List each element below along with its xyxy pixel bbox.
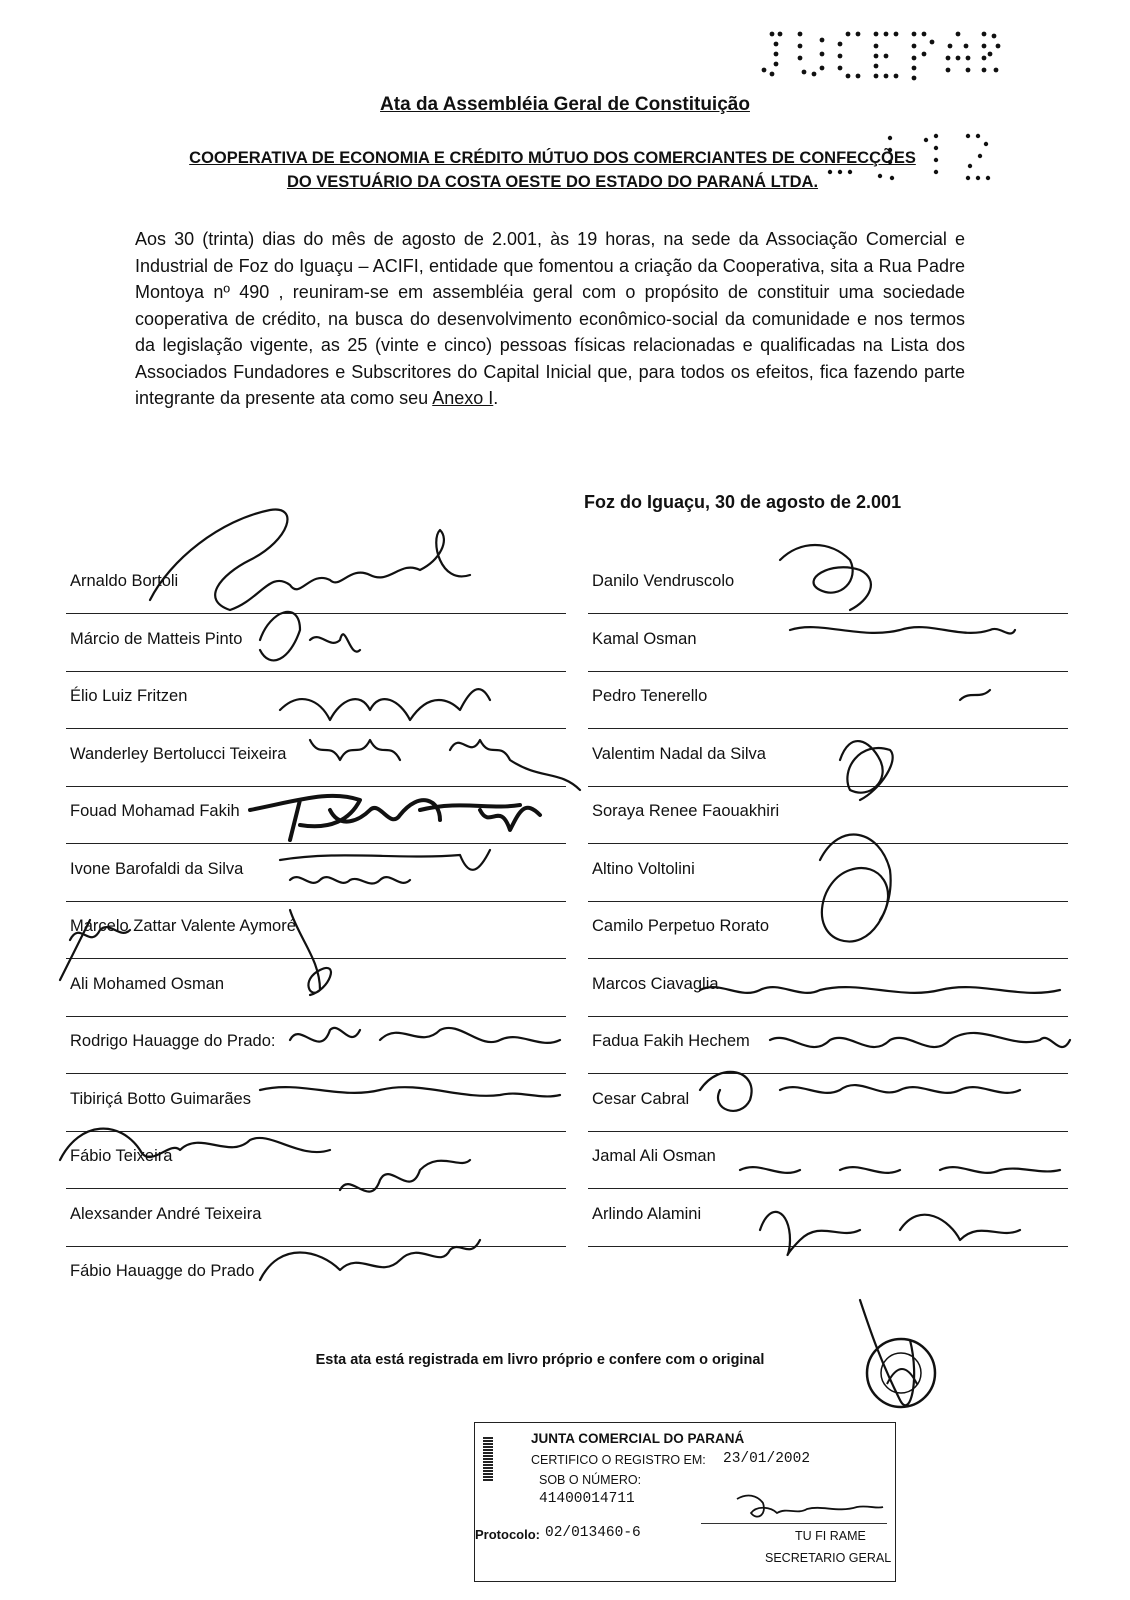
signature-row <box>66 1020 566 1078</box>
signatory-name: Danilo Vendruscolo <box>592 572 735 590</box>
protocol-label: Protocolo: <box>475 1527 540 1542</box>
annex-reference: Anexo I <box>432 388 494 408</box>
signature-line <box>588 728 1068 729</box>
signature-line <box>66 1073 566 1074</box>
registration-number: 41400014711 <box>539 1491 635 1507</box>
signatures-right-column <box>588 560 1068 1250</box>
intro-text: Aos 30 (trinta) dias do mês de agosto de 2.001, às 19 horas, na sede da Associação Comercial e Industrial de Foz do Iguaçu – ACIFI, entidade que fomentou a criação da Cooperativa, sita a Rua Padre Montoya nº 490 , reuniram-se em assembléia geral com o propósito de constituir uma sociedade cooperativa de crédito, na busca do desenvolvimento econômico-social da comunidade e nos termos da legislação vigente, as 25 (vinte e cinco) pessoas físicas relacionadas e qualificadas na Lista dos Associados Fundadores e Subscritores do Capital Inicial que, para todos os efeitos, fica fazendo parte integrante da presente ata como seu <box>135 229 965 408</box>
barcode-strip <box>483 1437 493 1481</box>
signature-row <box>588 675 1068 733</box>
protocol-number: 02/013460-6 <box>545 1525 641 1541</box>
intro-paragraph <box>135 226 965 412</box>
cooperative-name-line1: COOPERATIVA DE ECONOMIA E CRÉDITO MÚTUO DOS COMERCIANTES DE CONFECÇÕES <box>189 149 916 167</box>
signatory-name: Fouad Mohamad Fakih <box>70 802 240 820</box>
signature-line <box>588 671 1068 672</box>
signature-row <box>588 1078 1068 1136</box>
signature-line <box>588 613 1068 614</box>
signature-line <box>66 671 566 672</box>
signatory-name: Marcos Ciavaglia <box>592 974 719 993</box>
signature-line <box>66 958 566 959</box>
signatory-name: Soraya Renee Faouakhiri <box>592 802 780 820</box>
signatory-name: Fábio Teixeira <box>70 1147 173 1165</box>
signature-line <box>588 1246 1068 1247</box>
footer-note: Esta ata está registrada em livro próprio e confere com o original <box>315 1352 765 1368</box>
signature-row <box>66 1193 566 1251</box>
signature-row <box>588 618 1068 676</box>
signatory-name: Jamal Ali Osman <box>592 1147 716 1165</box>
signature-row <box>66 618 566 676</box>
signature-row <box>66 1078 566 1136</box>
signatory-name: Márcio de Matteis Pinto <box>70 629 243 648</box>
intro-end: . <box>493 388 499 408</box>
signature-line <box>66 901 566 902</box>
signature-row <box>66 1135 566 1193</box>
registration-stamp <box>474 1422 896 1582</box>
registrar-signature <box>727 1485 887 1527</box>
signature-row <box>66 733 566 791</box>
signature-line <box>66 786 566 787</box>
signature-row <box>588 733 1068 791</box>
signature-row <box>588 790 1068 848</box>
signatory-name: Fábio Hauagge do Prado <box>70 1262 255 1280</box>
signatory-name: Alexsander André Teixeira <box>70 1204 262 1223</box>
signatory-name: Cesar Cabral <box>592 1089 690 1108</box>
perforated-stamp-jucepar <box>752 28 1002 84</box>
signatory-name: Arlindo Alamini <box>592 1204 702 1223</box>
document-title: Ata da Assembléia Geral de Constituição <box>380 94 750 115</box>
signature-line <box>588 1016 1068 1017</box>
signatory-name: Élio Luiz Fritzen <box>70 687 188 705</box>
signature-line <box>588 958 1068 959</box>
signature-row <box>588 905 1068 963</box>
signature-line <box>588 843 1068 844</box>
signatory-name: Rodrigo Hauagge do Prado: <box>70 1032 276 1050</box>
signatory-name: Wanderley Bertolucci Teixeira <box>70 744 287 763</box>
signature-line <box>66 843 566 844</box>
signature-row <box>588 848 1068 906</box>
number-label: SOB O NÚMERO: <box>539 1473 642 1487</box>
signature-line <box>66 1188 566 1189</box>
signature-line <box>66 728 566 729</box>
signature-line <box>588 1131 1068 1132</box>
signature-row <box>66 790 566 848</box>
signature-row <box>66 905 566 963</box>
signature-row <box>588 1193 1068 1251</box>
registration-authority: JUNTA COMERCIAL DO PARANÁ <box>531 1431 745 1446</box>
signatory-name: Fadua Fakih Hechem <box>592 1032 750 1050</box>
certified-label: CERTIFICO O REGISTRO EM: <box>531 1453 706 1467</box>
signature-row <box>66 848 566 906</box>
cooperative-name-line2: DO VESTUÁRIO DA COSTA OESTE DO ESTADO DO PARANÁ LTDA. <box>286 173 819 191</box>
signatory-name: Camilo Perpetuo Rorato <box>592 917 770 935</box>
signature-row <box>66 963 566 1021</box>
round-stamp <box>862 1334 940 1412</box>
signature-line <box>66 1131 566 1132</box>
signature-line <box>588 786 1068 787</box>
signature-row <box>588 1020 1068 1078</box>
cooperative-name <box>0 146 1105 194</box>
signature-line <box>588 1188 1068 1189</box>
signature-row <box>588 963 1068 1021</box>
signatory-name: Pedro Tenerello <box>592 687 708 705</box>
place-date: Foz do Iguaçu, 30 de agosto de 2.001 <box>584 492 902 512</box>
signatory-name: Tibiriçá Botto Guimarães <box>70 1089 251 1108</box>
signatures-left-column <box>66 560 566 1308</box>
signer-title: SECRETARIO GERAL <box>765 1551 892 1565</box>
certified-date: 23/01/2002 <box>723 1451 811 1467</box>
signature-row <box>66 675 566 733</box>
signatory-name: Marcelo Zattar Valente Aymoré <box>70 917 296 935</box>
signature-row <box>588 1135 1068 1193</box>
signatory-name: Valentim Nadal da Silva <box>592 744 766 763</box>
signatory-name: Ivone Barofaldi da Silva <box>70 859 244 878</box>
signature-line <box>588 1073 1068 1074</box>
signature-line <box>66 613 566 614</box>
signatory-name: Ali Mohamed Osman <box>70 974 225 993</box>
signatory-name: Altino Voltolini <box>592 859 695 878</box>
signer-name: TU FI RAME <box>795 1529 866 1543</box>
signature-line <box>66 1016 566 1017</box>
signature-row <box>66 560 566 618</box>
signatory-name: Kamal Osman <box>592 629 697 648</box>
signature-line <box>588 901 1068 902</box>
signatory-name: Arnaldo Bortoli <box>70 572 179 590</box>
signature-row <box>66 1250 566 1308</box>
signature-line <box>701 1523 887 1524</box>
signature-row <box>588 560 1068 618</box>
signature-line <box>66 1246 566 1247</box>
